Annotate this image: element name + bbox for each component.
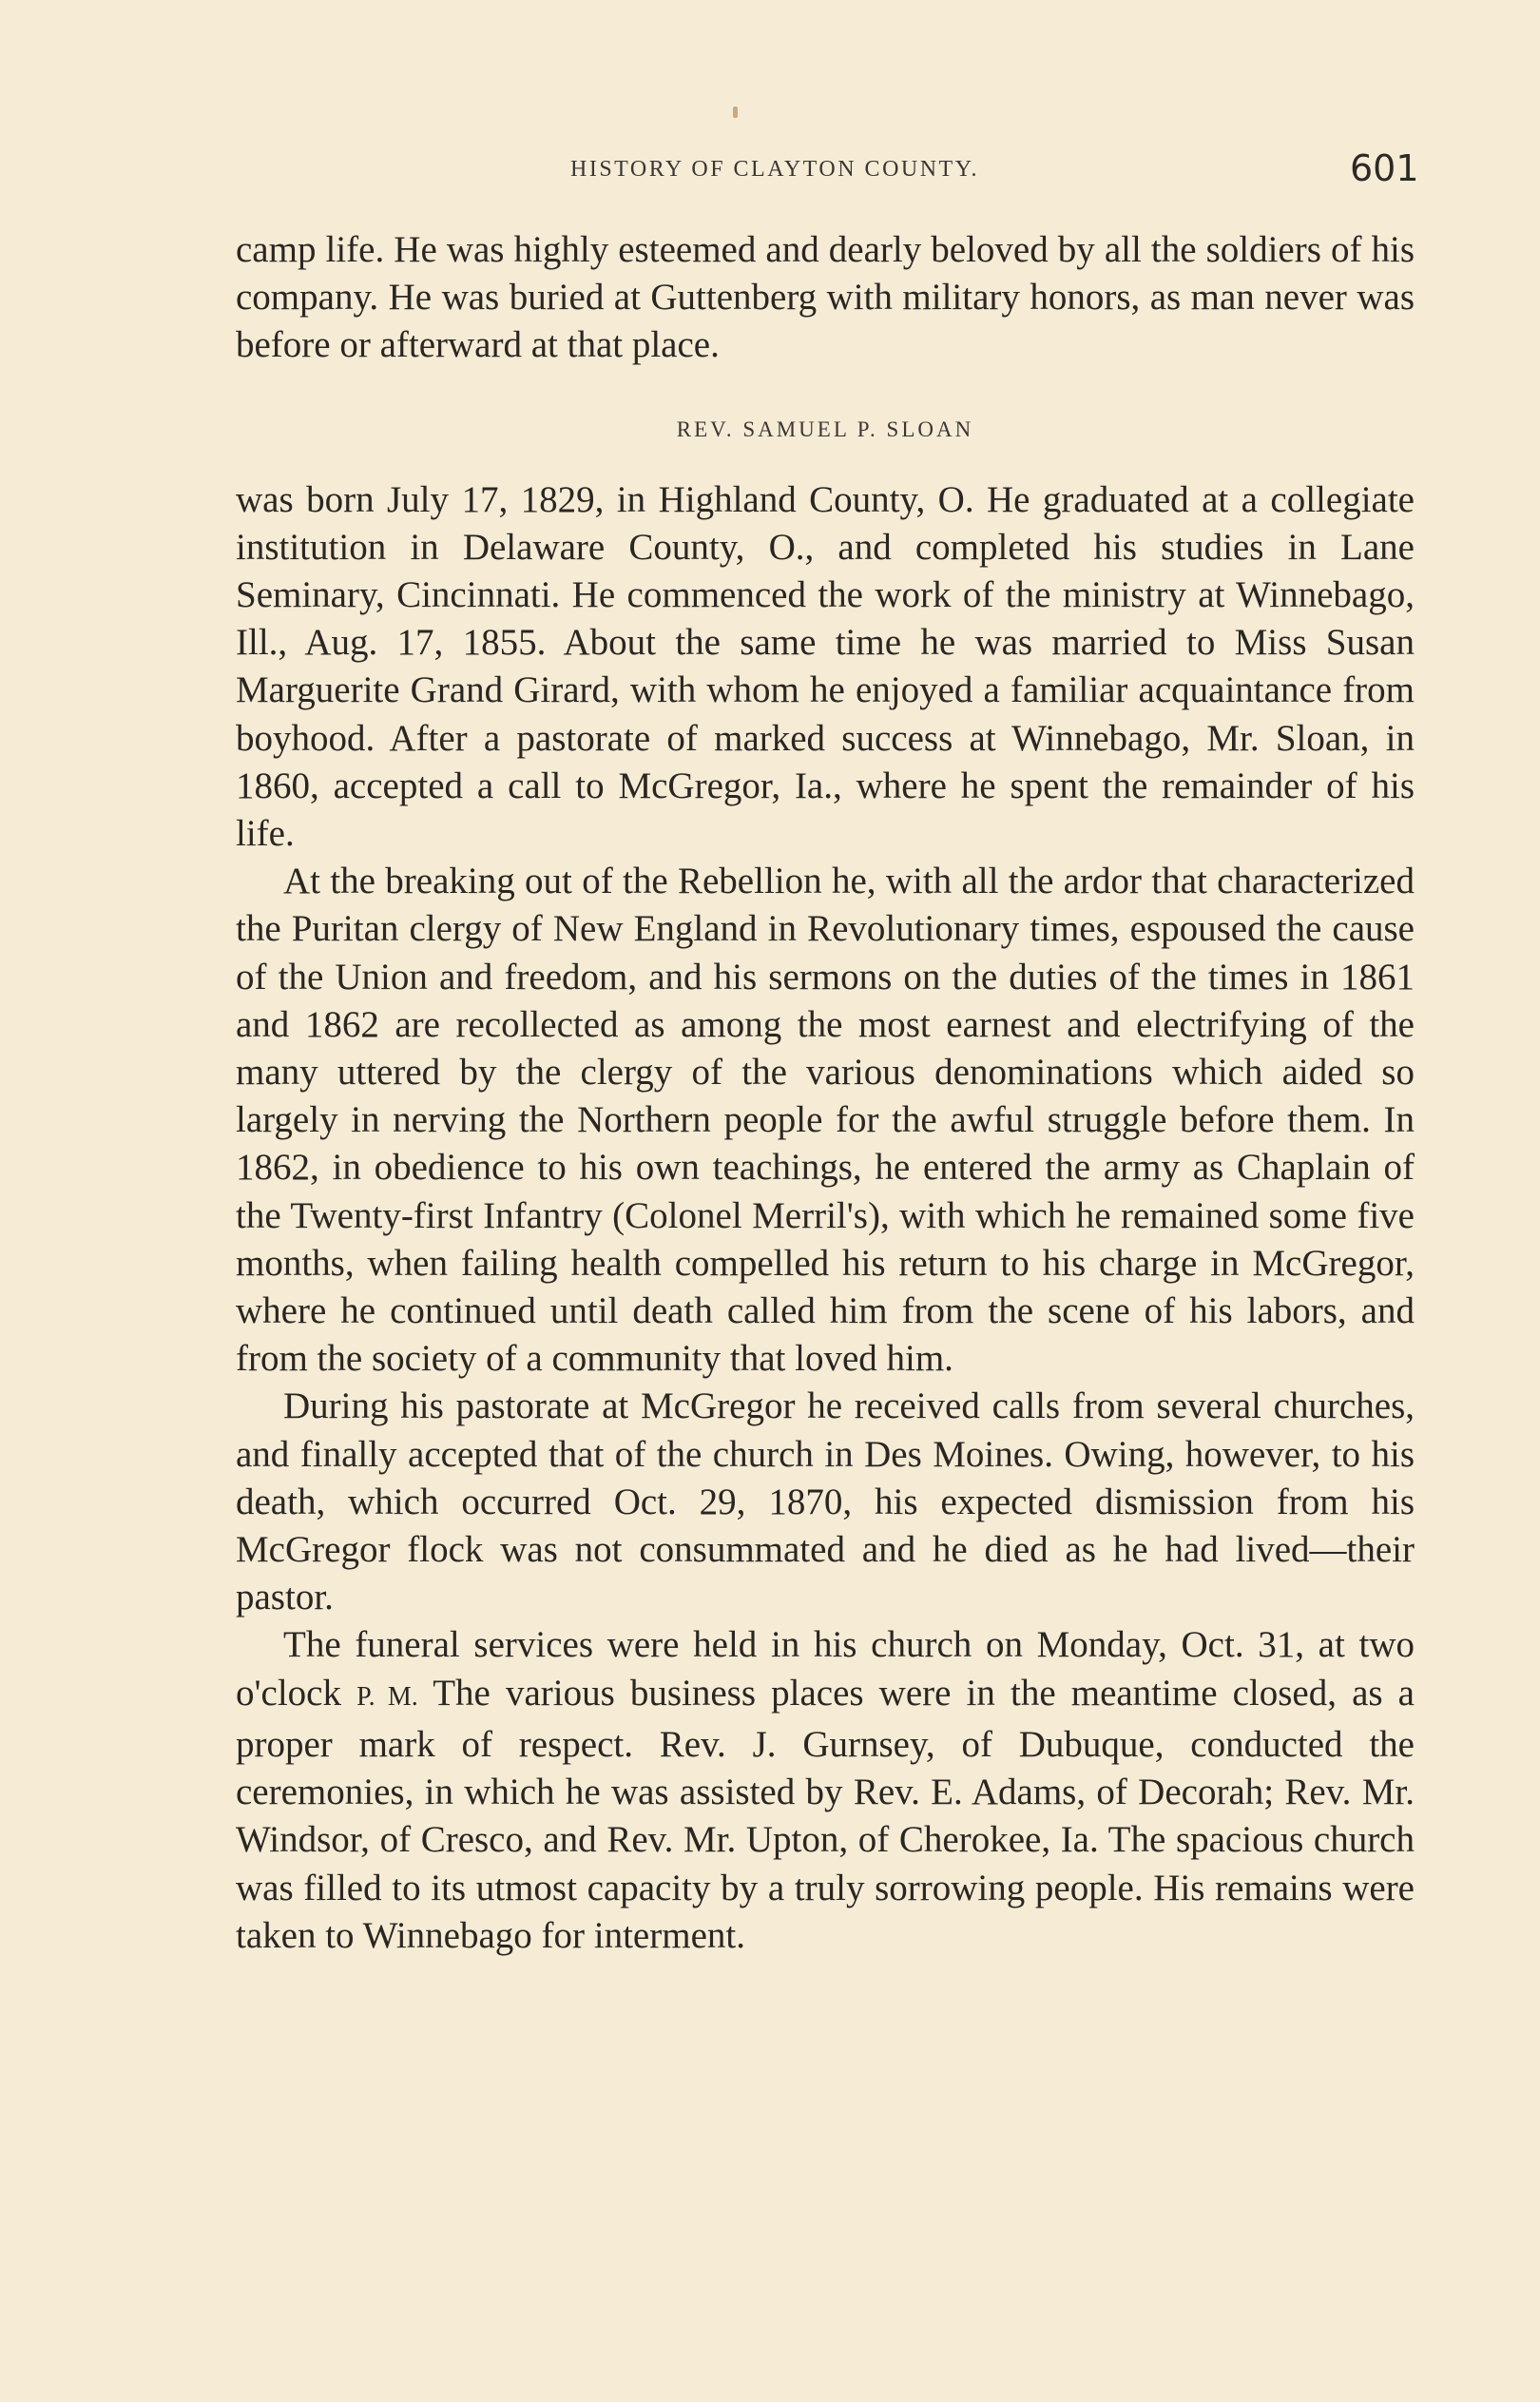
page-number: 601 <box>1350 147 1419 189</box>
running-head-title: HISTORY OF CLAYTON COUNTY. <box>570 157 979 182</box>
body-text <box>236 226 1415 1960</box>
biography-paragraph-2: At the breaking out of the Rebellion he, with all the ardor that characterized the Puritan clergy of New England in Revolutionary times, espoused the cause of the Union and freedom, and his sermons on the duties of the times in 1861 and 1862 are recollected as among the most earnest and electrifying of the many uttered by the clergy of the various denominations which aided so largely in nerving the Northern people for the awful struggle before them. In 1862, in obedience to his own teachings, he entered the army as Chaplain of the Twenty-first Infantry (Colonel Merril's), with which he remained some five months, when failing health compelled his return to his charge in McGregor, where he continued until death called him from the scene of his labors, and from the society of a community that loved him. <box>236 861 1415 1380</box>
section-heading: REV. SAMUEL P. SLOAN <box>676 416 974 441</box>
biography-paragraph-4 <box>236 1621 1415 1959</box>
biography-paragraph-1: was born July 17, 1829, in Highland County, O. He graduated at a collegiate institution in Delaware County, O., and completed his studies in Lane Seminary, Cincinnati. He commenced the work of the ministry at Winnebago, Ill., Aug. 17, 1855. About the same time he was married to Miss Susan Marguerite Grand Girard, with whom he enjoyed a familiar acquaintance from boyhood. After a pastorate of marked success at Winnebago, Mr. Sloan, in 1860, accepted a call to McGregor, Ia., where he spent the remainder of his life. <box>236 478 1415 855</box>
funeral-text-part-1: The funeral services were held in his church on Monday, Oct. 31, at two o'clock <box>236 1624 1415 1714</box>
funeral-text-part-2: The various business places were in the meantime closed, as a proper mark of respect. Rev. J. Gurnsey, of Dubuque, conducted the ceremonies, in which he was assisted by Rev. E. Adams, of Decorah; Rev. Mr. Windsor, of Cresco, and Rev. Mr. Upton, of Cherokee, Ia. The spacious church was filled to its utmost capacity by a truly sorrowing people. His remains were taken to Winnebago for interment. <box>236 1672 1415 1956</box>
time-marker: P. M. <box>356 1681 418 1712</box>
biography-paragraph-3: During his pastorate at McGregor he received calls from several churches, and finally accepted that of the church in Des Moines. Owing, however, to his death, which occurred Oct. 29, 1870, his expected dismission from his McGregor flock was not consummated and he died as he had lived—their pastor. <box>236 1385 1415 1618</box>
paper-speck <box>733 107 738 118</box>
intro-paragraph: camp life. He was highly esteemed and dearly beloved by all the soldiers of his company. He was buried at Guttenberg with military honors, as man never was before or afterward at that place. <box>236 229 1415 366</box>
